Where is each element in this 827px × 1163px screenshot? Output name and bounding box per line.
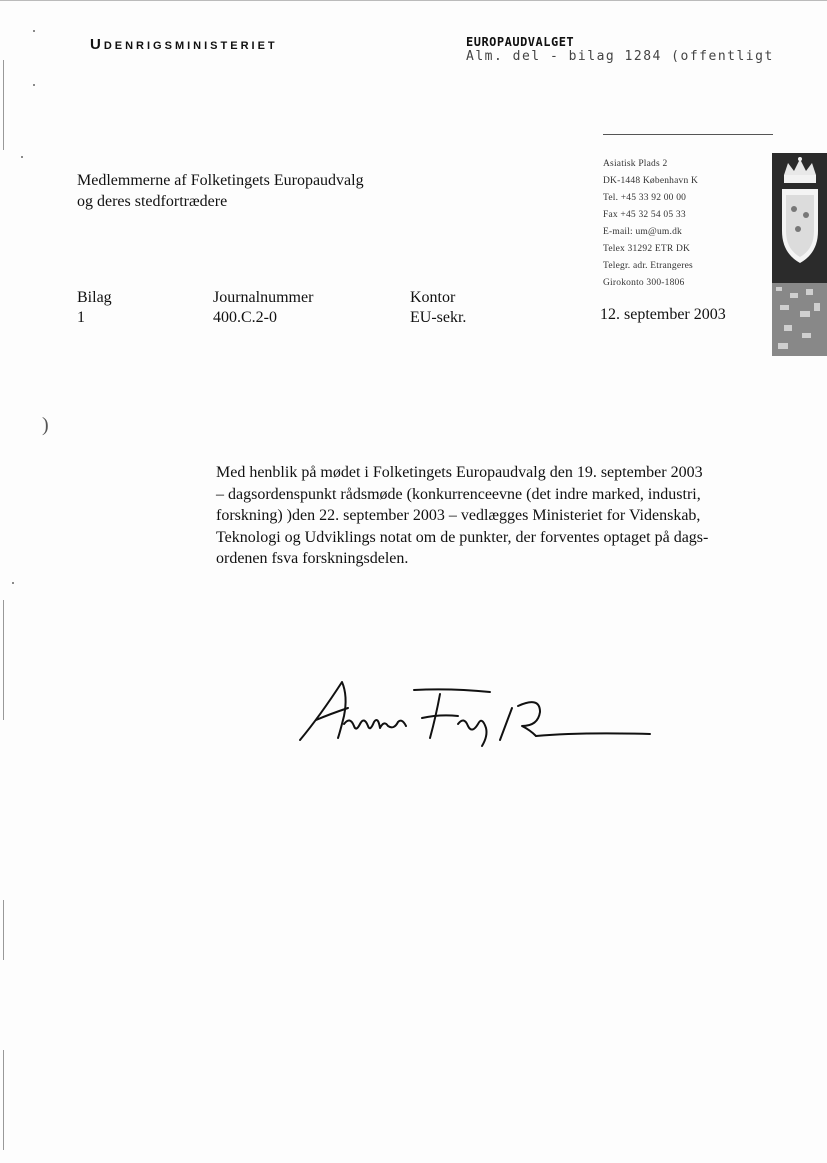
journal-label: Journalnummer (213, 289, 314, 306)
address-line: Asiatisk Plads 2 (603, 159, 668, 169)
scan-top-edge (0, 0, 827, 1)
body-line: Teknologi og Udviklings notat om de punkter, der forventes optaget på dags- (216, 528, 709, 546)
address-line: E-mail: um@um.dk (603, 227, 682, 237)
ministry-letterhead: Udenrigsministeriet (90, 36, 278, 53)
scan-left-edge (3, 60, 4, 150)
scan-speck (33, 84, 35, 86)
kontor-label: Kontor (410, 289, 456, 306)
kontor-value: EU-sekr. (410, 309, 467, 326)
scan-speck (33, 30, 35, 32)
scan-mark: ) (42, 414, 49, 436)
recipient-line: og deres stedfortrædere (77, 193, 228, 210)
address-line: Girokonto 300-1806 (603, 278, 685, 288)
scan-left-edge (3, 900, 4, 960)
royal-crest-icon (772, 153, 827, 356)
scan-left-edge (3, 1050, 4, 1150)
address-line: Tel. +45 33 92 00 00 (603, 193, 687, 203)
address-divider (603, 134, 773, 135)
letter-date: 12. september 2003 (600, 306, 726, 323)
body-line: – dagsordenspunkt rådsmøde (konkurrenceevne (det indre marked, industri, (216, 485, 701, 503)
stamp-subtitle: Alm. del - bilag 1284 (offentligt (466, 49, 774, 64)
registration-stamp (466, 35, 774, 64)
body-line: ordenen fsva forskningsdelen. (216, 550, 409, 567)
journal-field (213, 288, 313, 328)
address-line: Telegr. adr. Etrangeres (603, 261, 693, 271)
scan-speck (21, 156, 23, 158)
bilag-label: Bilag (77, 289, 112, 306)
scan-speck (12, 582, 14, 584)
address-line: DK-1448 København K (603, 176, 699, 186)
scan-left-edge (3, 600, 4, 720)
handwritten-signature (290, 676, 660, 756)
bilag-field (77, 288, 112, 328)
address-line: Fax +45 32 54 05 33 (603, 210, 686, 220)
address-block (603, 156, 698, 292)
bilag-value: 1 (77, 309, 85, 326)
letter-body (216, 462, 772, 570)
journal-value: 400.C.2-0 (213, 309, 277, 326)
body-line: forskning) )den 22. september 2003 – vedlægges Ministeriet for Videnskab, (216, 507, 701, 524)
recipient-line: Medlemmerne af Folketingets Europaudvalg (77, 172, 364, 189)
kontor-field (410, 288, 466, 328)
body-line: Med henblik på mødet i Folketingets Europaudvalg den 19. september 2003 (216, 464, 703, 481)
recipient-block (77, 170, 364, 212)
address-line: Telex 31292 ETR DK (603, 244, 691, 254)
stamp-title: EUROPAUDVALGET (466, 35, 575, 49)
